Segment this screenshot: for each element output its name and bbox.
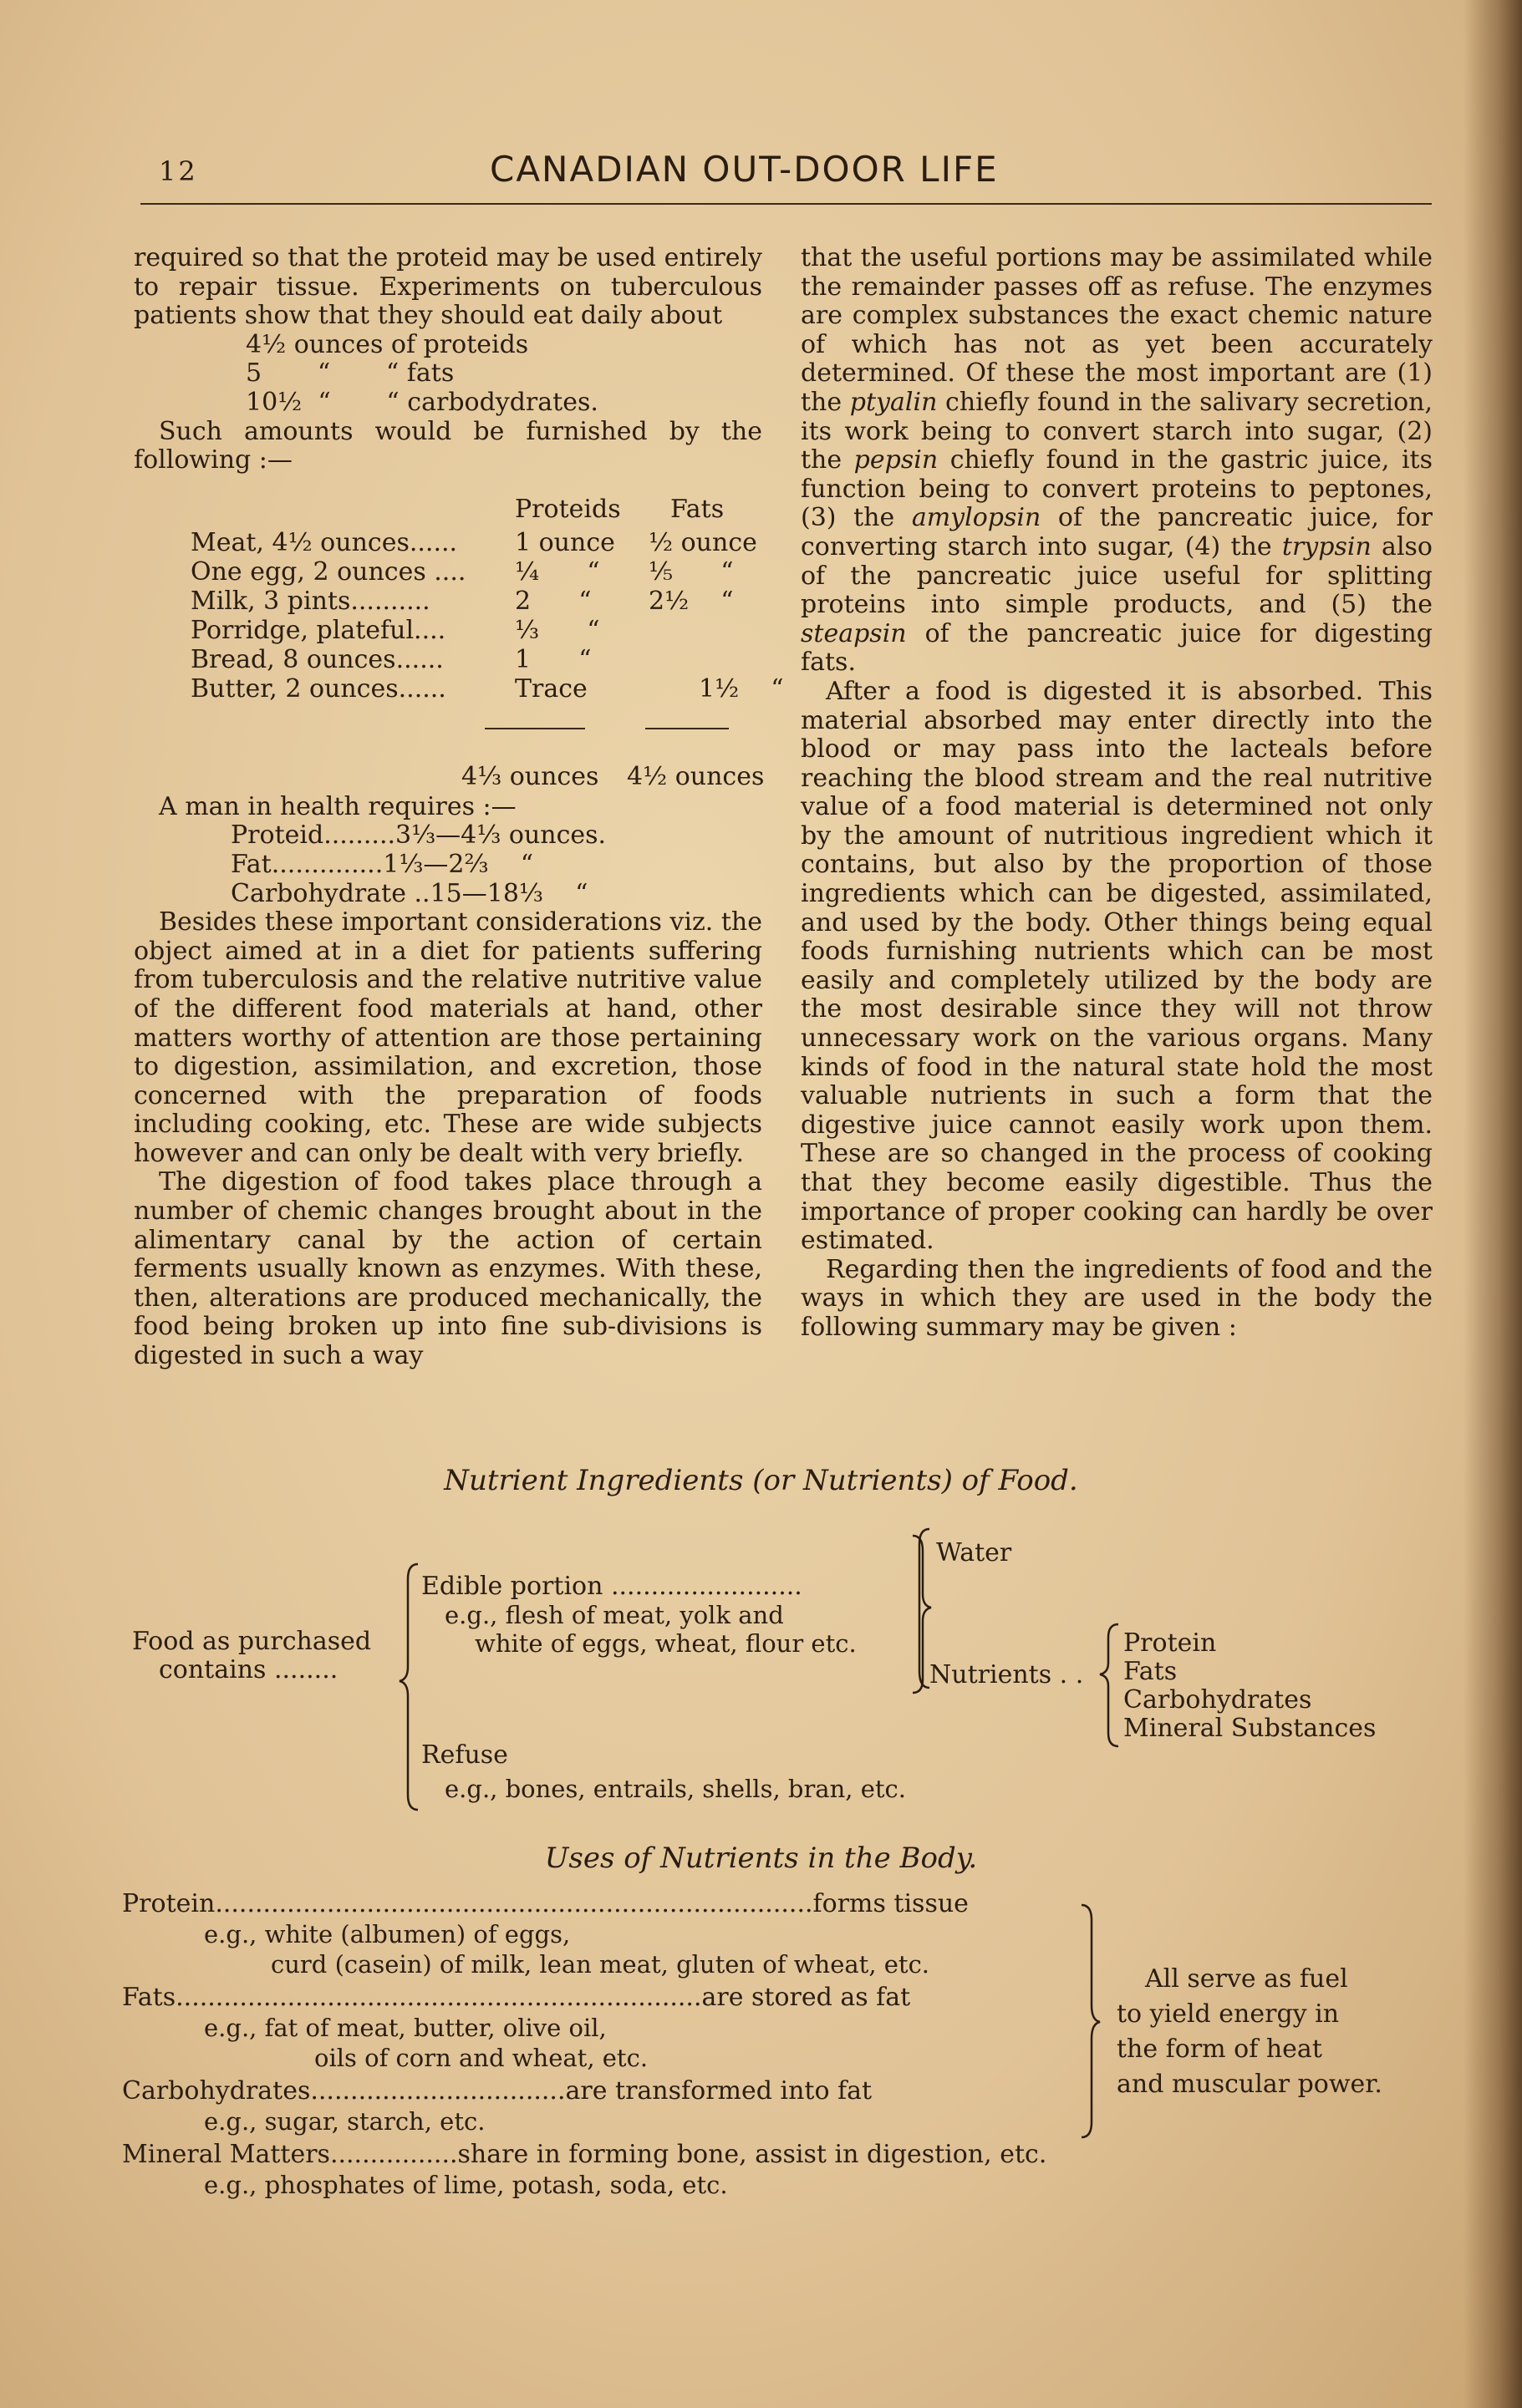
right-column [801,244,1433,1343]
table-row [191,617,776,646]
col-header-fats: Fats [670,494,725,524]
nutrients-label: Nutrients . . [929,1660,1084,1689]
enzyme-name: steapsin [801,618,907,648]
food-label: Food as purchased [132,1627,372,1656]
amount-line: 5 “ “ fats [246,358,455,389]
table-totals [134,761,765,793]
col-header-proteids: Proteids [515,494,621,524]
edible-portion: Edible portion ........................ [421,1572,802,1601]
nutrient-carbohydrates: Carbohydrates [1123,1685,1312,1715]
total-proteids: 4⅓ ounces [461,761,599,791]
water-label: Water [936,1538,1012,1567]
row-proteids: ¼ “ [515,556,600,587]
brace-edible [913,1536,931,1693]
paragraph: Regarding then the ingredients of food and the ways in which they are used in the body the following summary may be given : [801,1254,1433,1342]
fuel-line: to yield energy in [1117,1999,1340,2029]
total-rule [645,728,729,729]
paragraph: A man in health requires :— [159,791,517,821]
mineral-example: e.g., phosphates of lime, potash, soda, etc. [204,2171,728,2199]
fuel-line: All serve as fuel [1145,1964,1348,1994]
fats-example: e.g., fat of meat, butter, olive oil, [204,2014,607,2042]
header-rule [140,203,1432,205]
requirement-line: Proteid.........3⅓—4⅓ ounces. [231,820,607,851]
enzyme-name: amylopsin [911,503,1041,533]
page-number: 12 [159,155,198,187]
fuel-line: and muscular power. [1117,2070,1382,2099]
fuel-line: the form of heat [1117,2035,1322,2064]
row-proteids: 2 “ [515,586,592,616]
row-item: Bread, 8 ounces...... [191,644,444,674]
amount-line: 10½ “ “ carbodydrates. [246,387,598,417]
paragraph: required so that the proteid may be used entirely to repair tissue. Experiments on tuberculous patients show that they should eat daily about [134,243,762,331]
enzyme-name: trypsin [1281,531,1372,561]
fats-example: oils of corn and wheat, etc. [314,2044,649,2072]
table-row [191,646,776,675]
row-proteids: Trace [515,673,588,704]
use-carbohydrates: Carbohydrates................................are transformed into fat [122,2076,873,2106]
row-item: Butter, 2 ounces...... [191,673,446,704]
row-proteids: ⅓ “ [515,615,600,645]
running-title: CANADIAN OUT-DOOR LIFE [490,149,999,190]
uses-title: Uses of Nutrients in the Body. [544,1842,978,1875]
use-fats: Fats..................................................................are stored as fat [122,1983,911,2012]
edible-example: e.g., flesh of meat, yolk and [445,1601,784,1629]
carbs-example: e.g., sugar, starch, etc. [204,2107,486,2136]
row-item: Meat, 4½ ounces...... [191,527,458,557]
page-header [0,149,1522,199]
paragraph: After a food is digested it is absorbed. This material absorbed may enter directly into the blood or may pass into the lacteals before reaching the blood stream and the real nutritive value of a food material is determined not only by the amount of nutritious ingredient which it contains, but also by the proportion of those ingredients which can be digested, assimilated, and used by the body. Other things being equal foods furnishing nutrients which can be most easily and completely utilized by the body are the most desirable since they will not throw unnecessary work on the various organs. Many kinds of food in the natural state hold the most valuable nutrients in such a form that the digestive juice cannot easily work upon them. These are so changed in the process of cooking that they become easily digestible. Thus the importance of proper cooking can hardly be over estimated. [801,676,1433,1256]
row-fats: 2½ “ [649,586,734,616]
brace-nutrient-list [1100,1624,1118,1746]
requirements [134,821,762,908]
protein-example: curd (casein) of milk, lean meat, gluten of wheat, etc. [271,1950,930,1979]
row-fats: ⅕ “ [649,556,734,587]
row-proteids: 1 “ [515,644,592,674]
left-column [134,243,784,1371]
daily-amounts [134,331,762,418]
total-rule [485,728,585,729]
paragraph: that the useful portions may be assimilated while the remainder passes off as refuse. The enzymes are complex substances the exact chemic nature of which has not as yet been accurately determined. Of these the most important are (1) the ptyalin chiefly found in the salivary secretion, its work being to convert starch into sugar, (2) the pepsin chiefly found in the gastric juice, its function being to convert proteins to peptones, (3) the amylopsin of the pancreatic juice, for converting starch into sugar, (4) the trypsin also of the pancreatic juice useful for splitting proteins into simple products, and (5) the steapsin of the pancreatic juice for digesting fats. [801,243,1433,678]
nutrient-minerals: Mineral Substances [1123,1714,1377,1743]
paragraph: The digestion of food takes place through a number of chemic changes brought about in the alimentary canal by the action of certain ferments usually known as enzymes. With these, then, alterations are produced mechanically, the food being broken up into fine sub-divisions is digested in such a way [134,1167,762,1371]
requirement-line: Carbohydrate ..15—18⅓ “ [231,878,588,908]
use-protein: Protein...........................................................................forms tissue [122,1889,969,1918]
requirement-line: Fat..............1⅓—2⅔ “ [231,849,534,879]
brace-food [400,1564,418,1810]
table-row [191,673,784,704]
use-mineral: Mineral Matters................share in forming bone, assist in digestion, etc. [122,2140,1047,2169]
enzyme-name: ptyalin [849,387,938,417]
table-row [191,529,776,558]
enzyme-name: pepsin [853,445,939,475]
row-fats: 1½ “ [699,673,784,704]
nutrients-title: Nutrient Ingredients (or Nutrients) of Food. [444,1464,1078,1497]
row-item: Porridge, plateful.... [191,615,446,645]
food-contains: contains ........ [159,1655,339,1684]
paragraph: Besides these important considerations viz. the object aimed at in a diet for patients suffering from tuberculosis and the relative nutritive value of the different food materials at hand, other matters worthy of attention are those pertaining to digestion, assimilation, and excretion, those concerned with the preparation of foods including cooking, etc. These are wide subjects however and can only be dealt with very briefly. [134,907,762,1168]
nutrient-fats: Fats [1123,1657,1178,1686]
page-spine-shadow [1463,0,1522,2408]
paragraph: Such amounts would be furnished by the following :— [134,416,762,475]
refuse-label: Refuse [421,1740,508,1770]
brace-uses [1082,1905,1100,2137]
edible-example: white of eggs, wheat, flour etc. [475,1629,857,1658]
table-row [191,558,776,587]
refuse-example: e.g., bones, entrails, shells, bran, etc. [445,1775,906,1803]
protein-example: e.g., white (albumen) of eggs, [204,1920,571,1948]
nutrient-protein: Protein [1123,1628,1217,1658]
row-fats: ½ ounce [649,527,757,557]
food-table [134,480,784,756]
row-item: One egg, 2 ounces .... [191,556,466,587]
amount-line: 4½ ounces of proteids [246,329,529,359]
table-row [191,587,776,617]
row-proteids: 1 ounce [515,527,615,557]
total-fats: 4½ ounces [627,761,765,791]
row-item: Milk, 3 pints.......... [191,586,430,616]
brace-water-nutrients [919,1529,929,1688]
